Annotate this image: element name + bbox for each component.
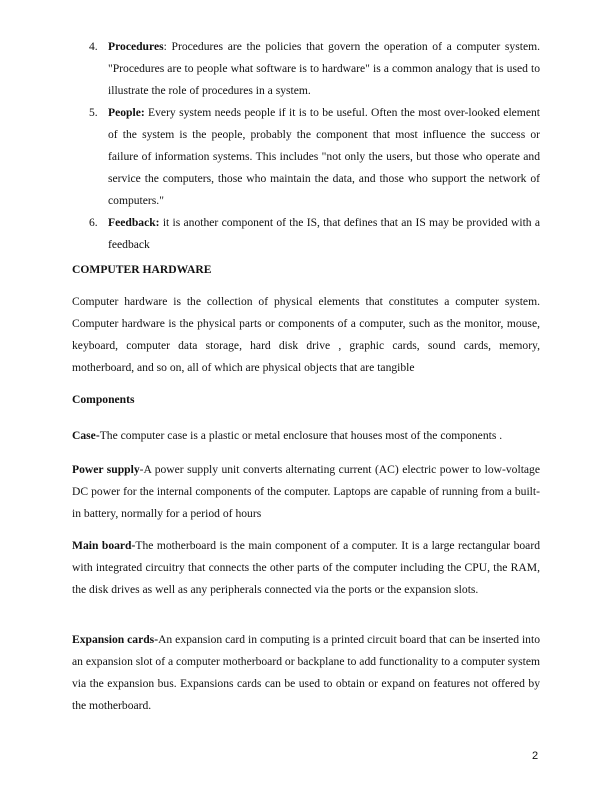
- list-number: 6.: [89, 216, 98, 229]
- component-main-board: Main board-The motherboard is the main component of a computer. It is a large rectangular board with integrated circuitry that connects the other parts of the computer including the CPU, the RAM, the disk drives as well as any peripherals connected via the ports or the expansion slots.: [72, 539, 540, 596]
- term-procedures: Procedures: [108, 40, 164, 53]
- list-number: 5.: [89, 106, 98, 119]
- list-number: 4.: [89, 40, 98, 53]
- intro-paragraph: Computer hardware is the collection of physical elements that constitutes a computer system. Computer hardware is the physical parts or components of a computer, such as the monitor, mouse, keyboard, computer data storage, hard disk drive , graphic cards, sound cards, memory, motherboard, and so on, all of which are physical objects that are tangible: [72, 295, 540, 374]
- term-people: People:: [108, 106, 145, 119]
- list-item-procedures: 4. Procedures: Procedures are the policies that govern the operation of a computer system. "Procedures are to people what software is to hardware" is a common analogy that is used to illustrate the role of procedures in a system.: [72, 36, 540, 102]
- is-components-list: [72, 36, 540, 256]
- list-item-people: [72, 102, 540, 212]
- component-power-supply: Power supply-A power supply unit converts alternating current (AC) electric power to low-voltage DC power for the internal components of the computer. Laptops are capable of running from a built-in battery, normally for a period of hours: [72, 463, 540, 520]
- term-power-supply: Power supply: [72, 463, 140, 476]
- page-number: 2: [532, 750, 539, 762]
- definition-procedures: Procedures are the policies that govern the operation of a computer system. "Procedures are to people what software is to hardware" is a common analogy that is used to illustrate the role of procedures in a system.: [108, 40, 541, 97]
- term-feedback: Feedback:: [108, 216, 160, 229]
- term-main-board: Main board-: [72, 539, 136, 552]
- term-case: Case-: [72, 429, 100, 442]
- section-heading: COMPUTER HARDWARE: [72, 263, 212, 276]
- term-expansion-cards: Expansion cards-: [72, 633, 159, 646]
- component-case: Case-The computer case is a plastic or metal enclosure that houses most of the components .: [72, 429, 503, 442]
- sub-heading: Components: [72, 393, 135, 406]
- list-item-feedback: [72, 212, 540, 256]
- definition-people: Every system needs people if it is to be useful. Often the most over-looked element of the system is the people, probably the component that most influence the success or failure of information systems. This includes "not only the users, but those who operate and service the computers, those who maintain the data, and those who support the network of computers.": [108, 106, 540, 207]
- definition-feedback: it is another component of the IS, that defines that an IS may be provided with a feedback: [108, 216, 541, 251]
- component-expansion-cards: Expansion cards-An expansion card in computing is a printed circuit board that can be inserted into an expansion slot of a computer motherboard or backplane to add functionality to a computer system via the expansion bus. Expansions cards can be used to obtain or expand on features not offered by the motherboard.: [72, 633, 540, 712]
